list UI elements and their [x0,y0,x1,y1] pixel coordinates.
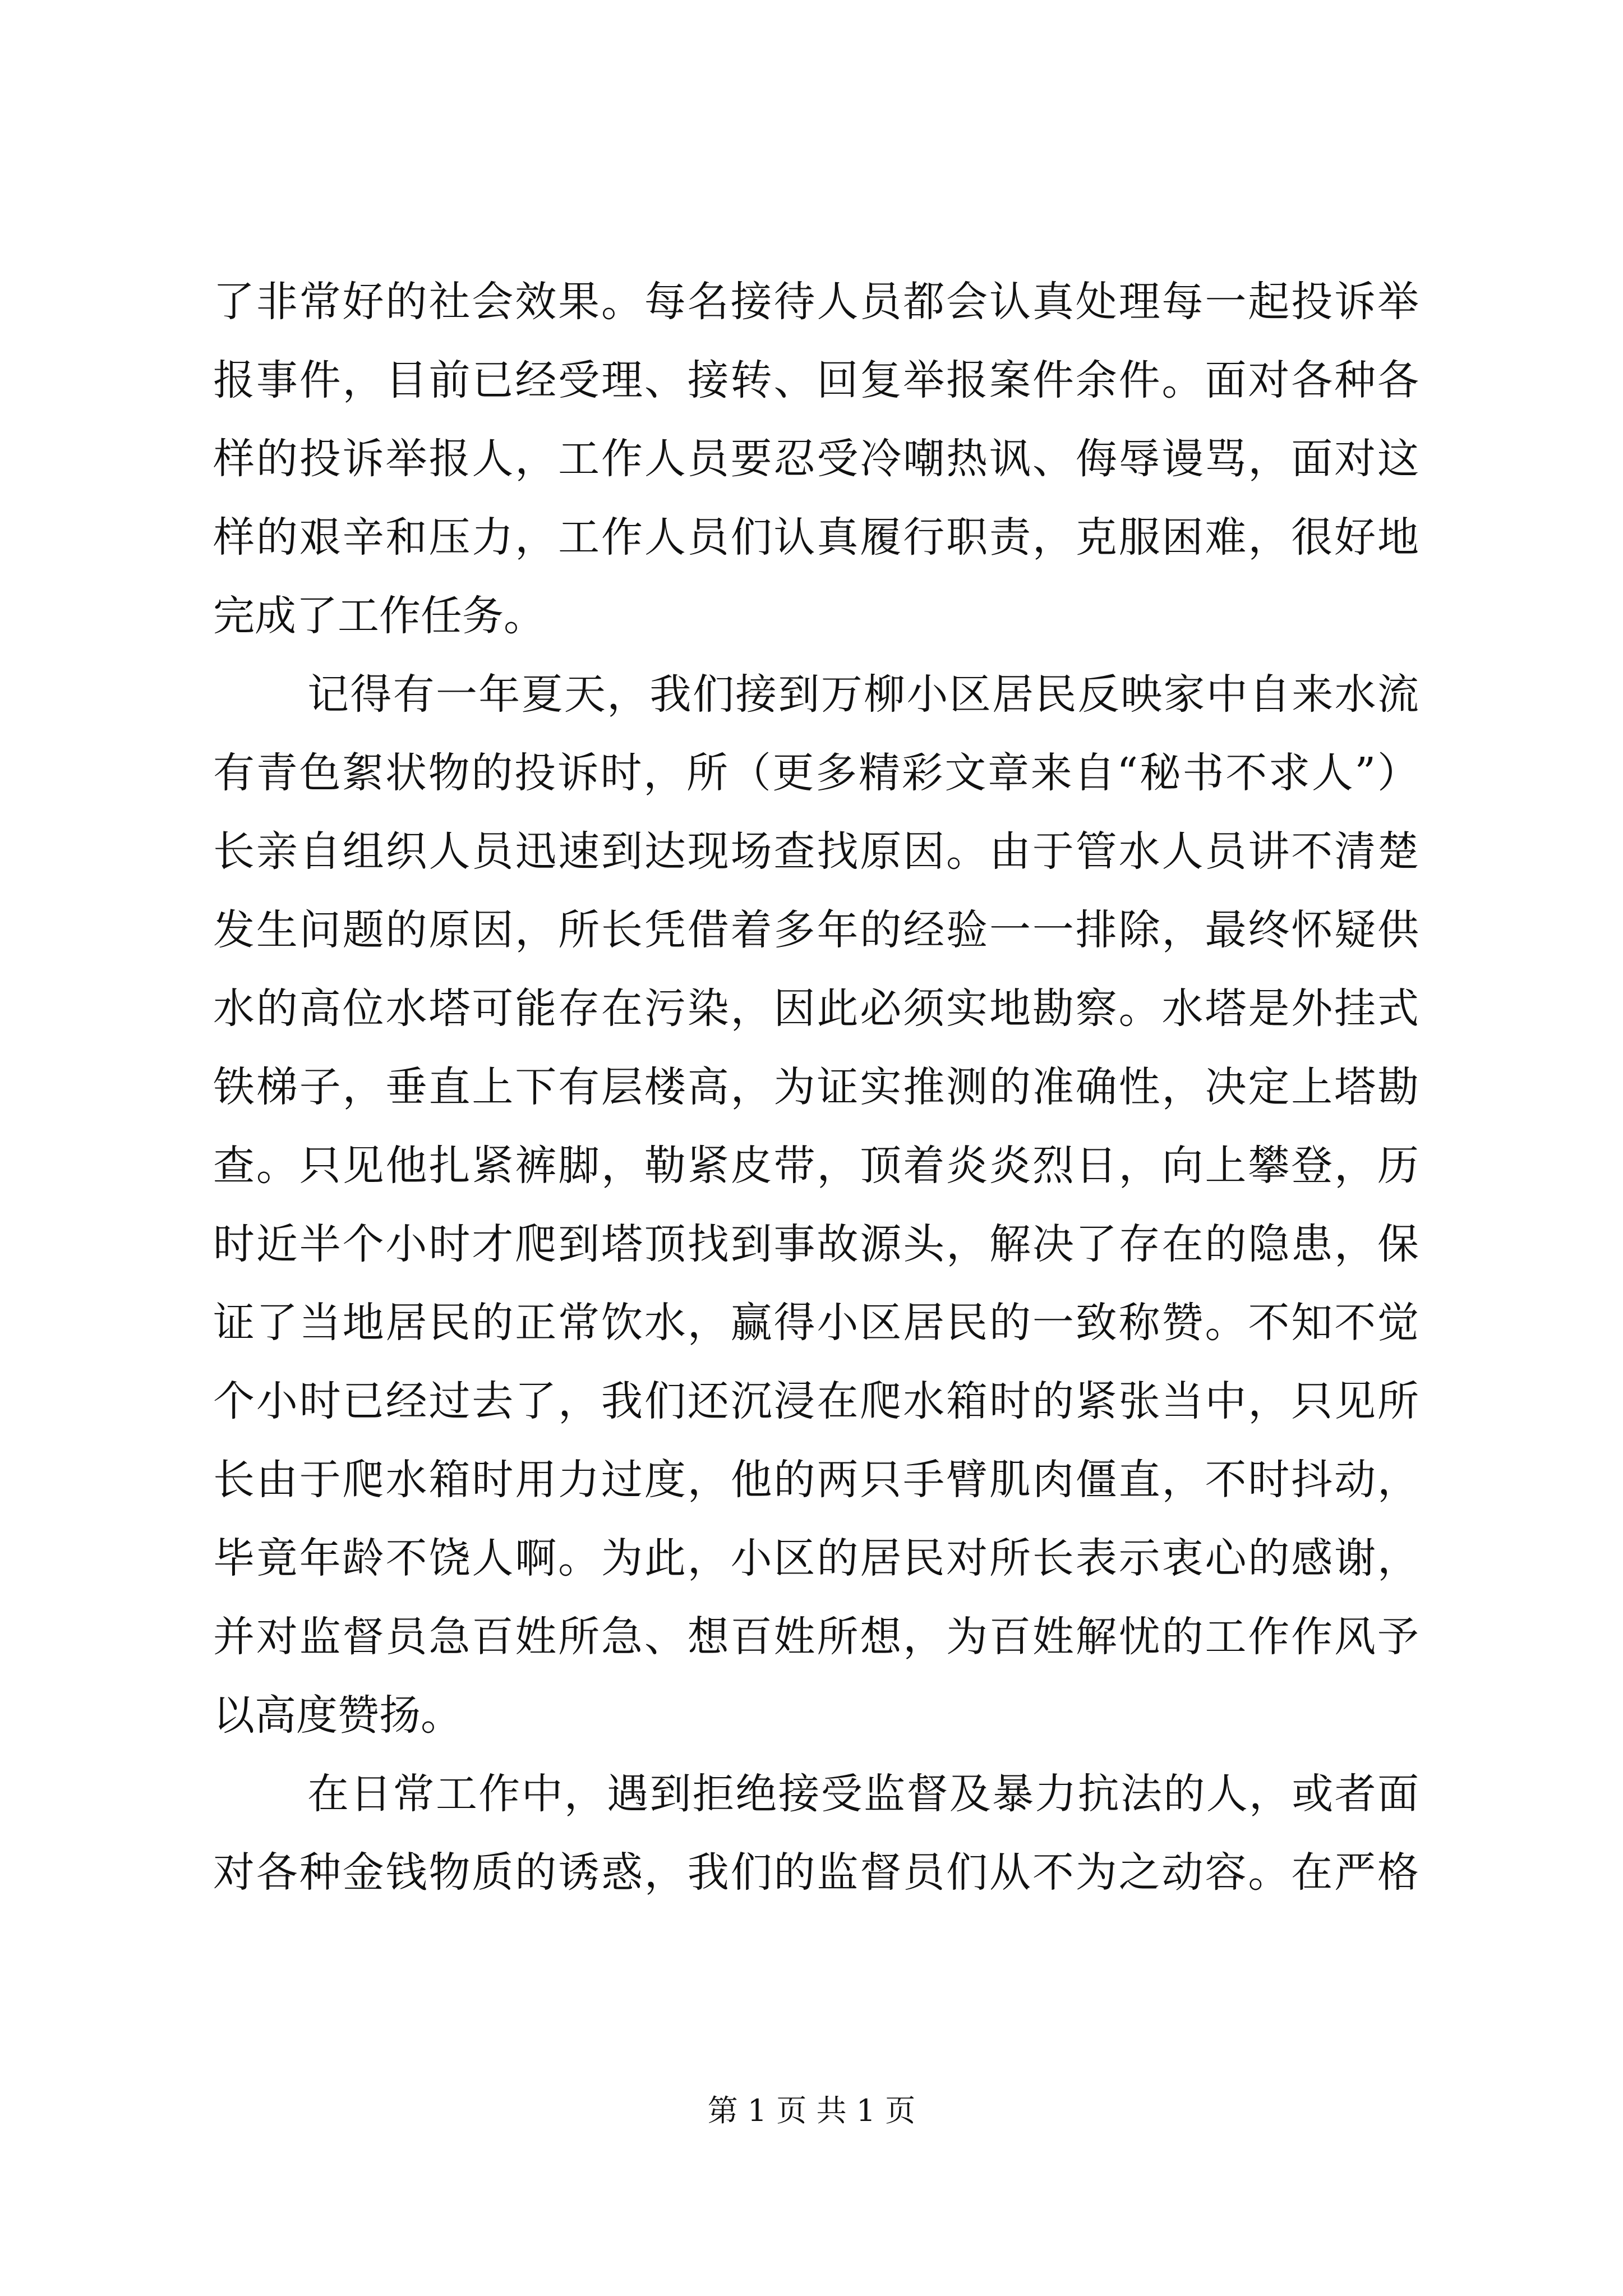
text-line: 报事件，目前已经受理、接转、回复举报案件余件。面对各种各 [213,356,1419,404]
text-line: 记得有一年夏天，我们接到万柳小区居民反映家中自来水流 [307,670,1419,719]
text-line: 样的投诉举报人，工作人员要忍受冷嘲热讽、侮辱谩骂，面对这 [213,435,1419,483]
text-line: 长亲自组织人员迅速到达现场查找原因。由于管水人员讲不清楚 [213,827,1419,876]
page-footer: 第 1 页 共 1 页 [707,2093,916,2128]
text-line: 在日常工作中，遇到拒绝接受监督及暴力抗法的人，或者面 [307,1770,1419,1818]
text-line: 完成了工作任务。 [213,592,545,640]
text-line: 铁梯子，垂直上下有层楼高，为证实推测的准确性，决定上塔勘 [213,1063,1419,1111]
text-line: 发生问题的原因，所长凭借着多年的经验一一排除，最终怀疑供 [213,906,1419,954]
text-line: 个小时已经过去了，我们还沉浸在爬水箱时的紧张当中，只见所 [213,1377,1419,1425]
text-line: 长由于爬水箱时用力过度，他的两只手臂肌肉僵直，不时抖动， [213,1456,1419,1504]
text-line: 了非常好的社会效果。每名接待人员都会认真处理每一起投诉举 [213,278,1419,326]
body-text [213,263,1419,1912]
text-line: 毕竟年龄不饶人啊。为此，小区的居民对所长表示衷心的感谢， [213,1534,1419,1582]
text-line: 样的艰辛和压力，工作人员们认真履行职责，克服困难，很好地 [213,513,1419,562]
text-line: 时近半个小时才爬到塔顶找到事故源头，解决了存在的隐患，保 [213,1220,1419,1268]
text-line: 查。只见他扎紧裤脚，勒紧皮带，顶着炎炎烈日，向上攀登，历 [213,1142,1419,1190]
text-line: 证了当地居民的正常饮水，赢得小区居民的一致称赞。不知不觉 [213,1299,1419,1347]
text-line: 有青色絮状物的投诉时，所（更多精彩文章来自“秘书不求人”） [213,749,1419,797]
text-line: 对各种金钱物质的诱惑，我们的监督员们从不为之动容。在严格 [213,1848,1419,1897]
text-line: 并对监督员急百姓所急、想百姓所想，为百姓解忧的工作作风予 [213,1613,1419,1661]
text-line: 以高度赞扬。 [213,1691,462,1740]
text-line: 水的高位水塔可能存在污染，因此必须实地勘察。水塔是外挂式 [213,984,1419,1033]
